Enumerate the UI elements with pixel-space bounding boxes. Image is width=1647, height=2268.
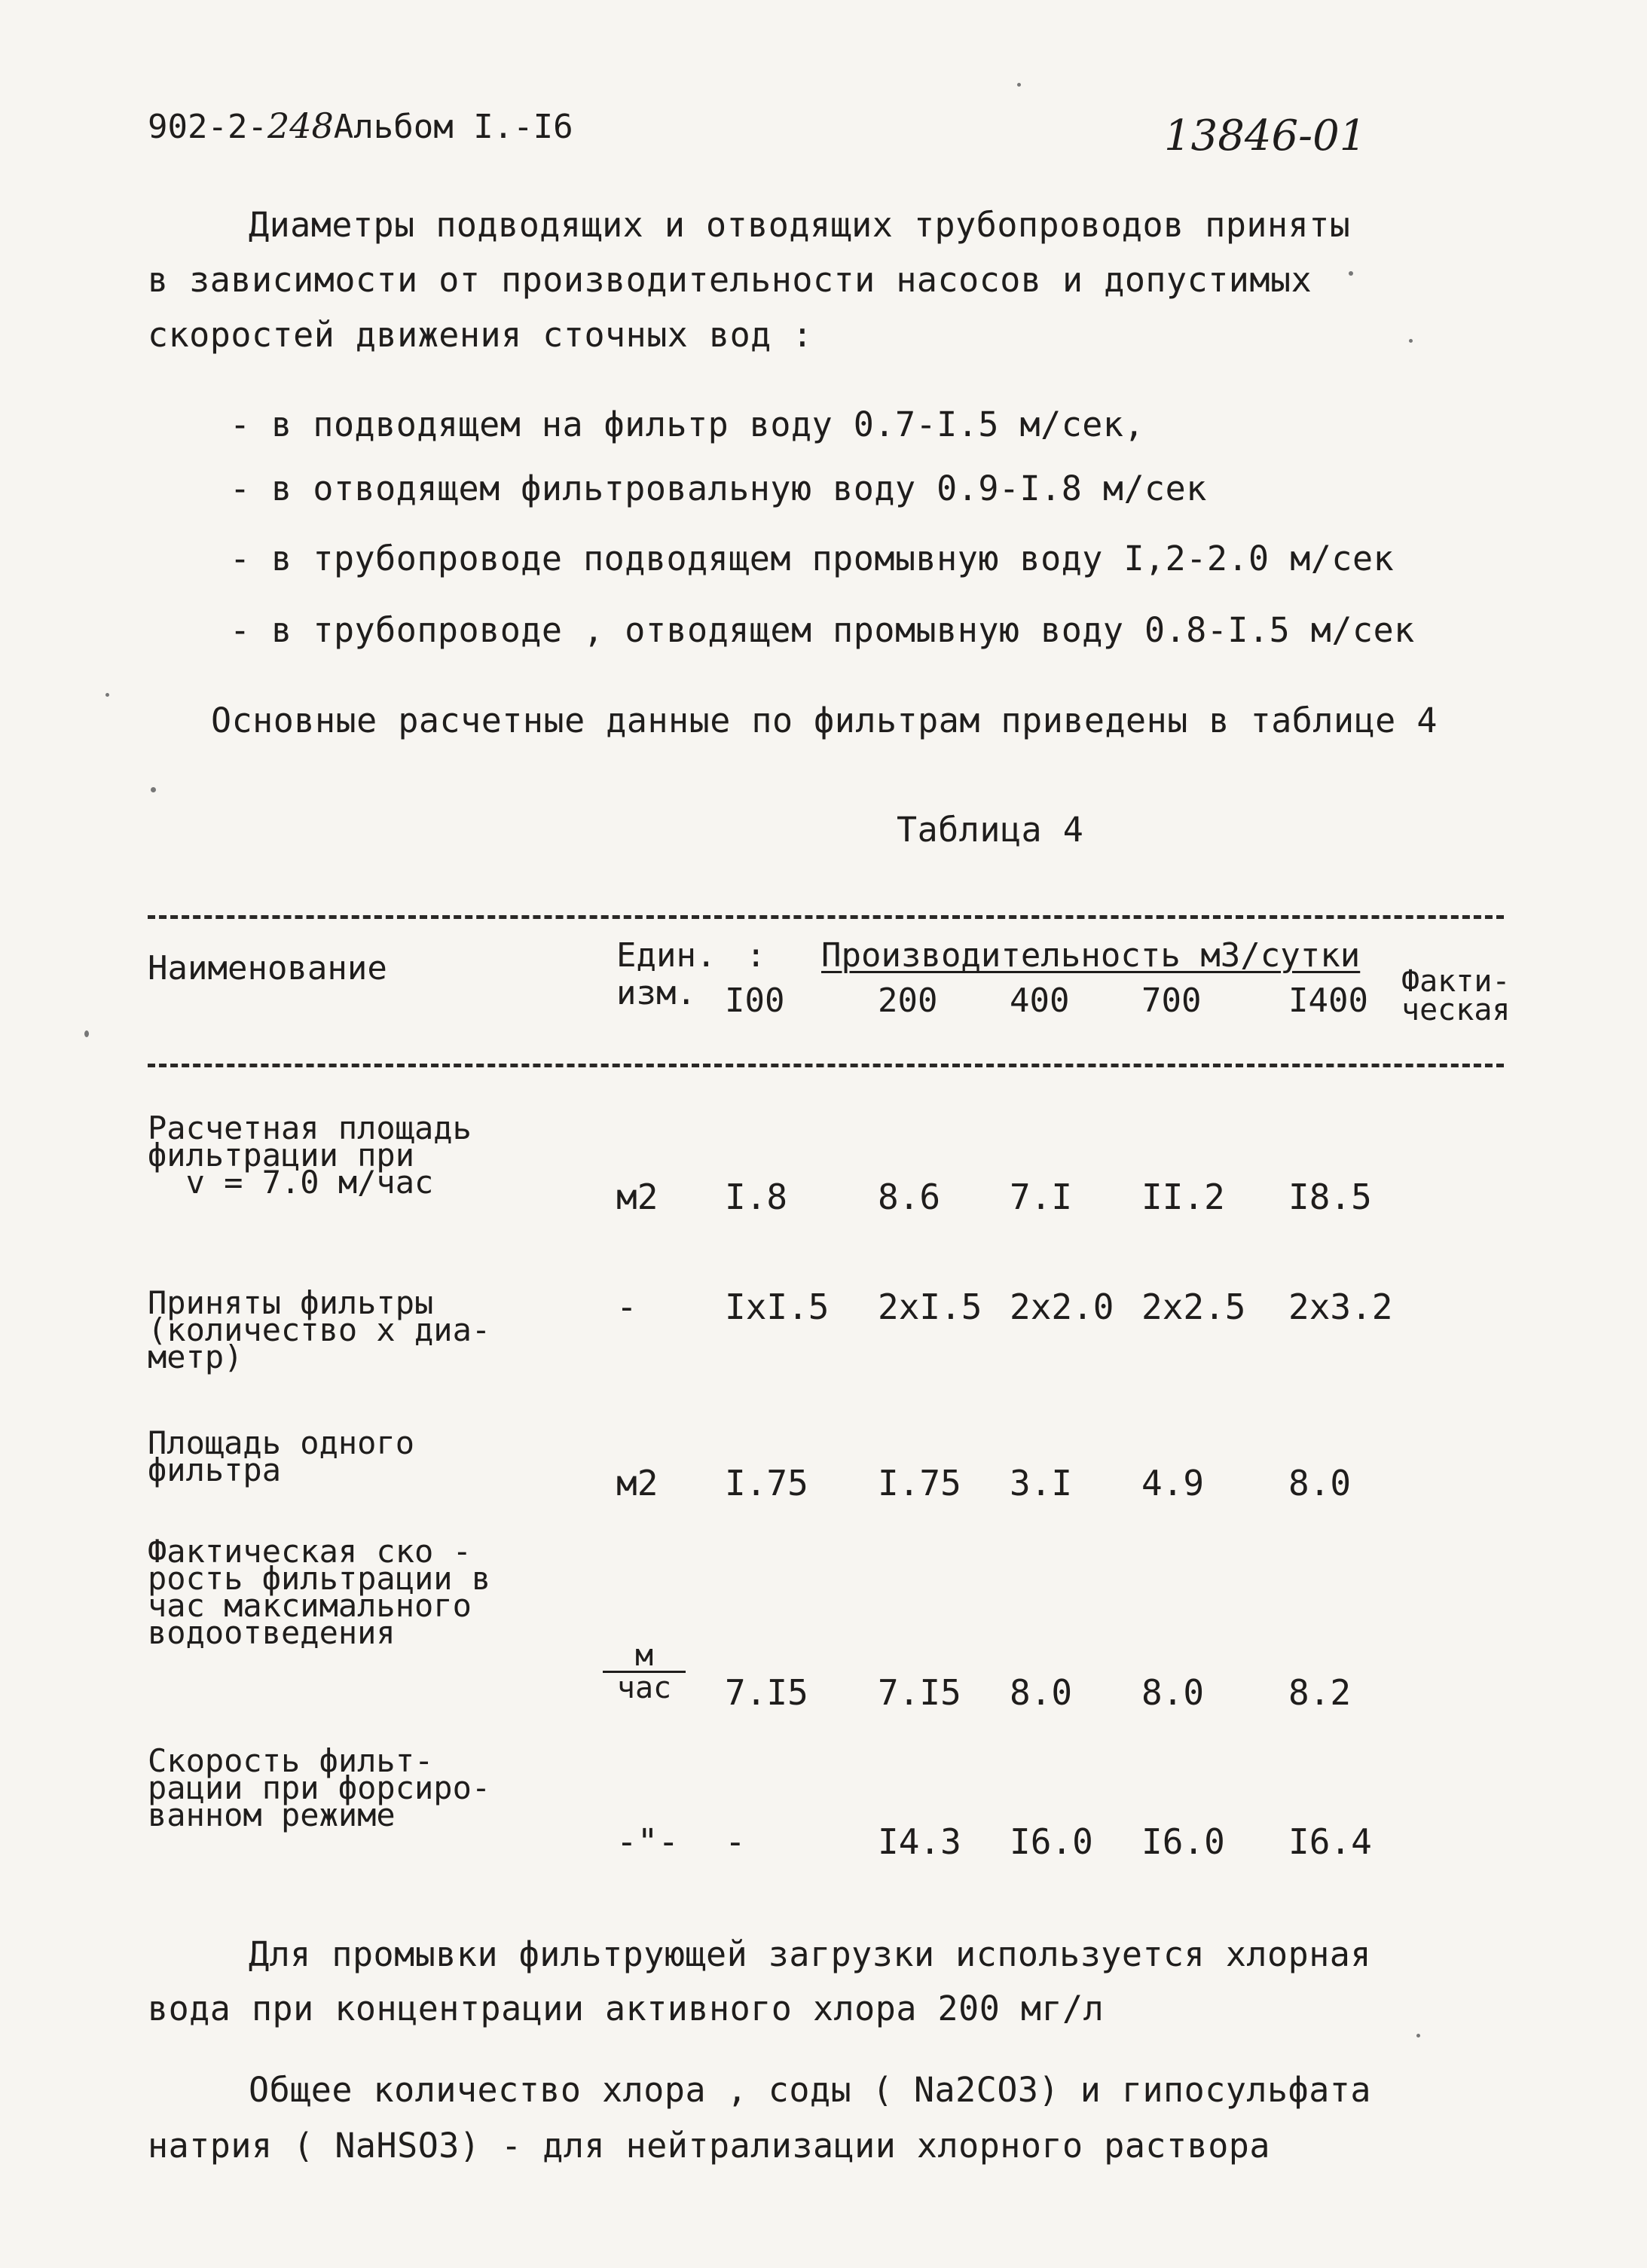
row-name: Фактическая ско - рость фильтрации в час максимального водоотведения <box>148 1533 491 1651</box>
row-value: I6.0 <box>1141 1821 1225 1862</box>
table-top-rule <box>148 915 1504 919</box>
row-value: - <box>725 1821 746 1862</box>
row-value: 7.I <box>1010 1177 1073 1217</box>
row-value: 4.9 <box>1141 1463 1205 1503</box>
row-unit: м2 <box>616 1177 658 1217</box>
row-unit-numerator: м <box>603 1641 686 1673</box>
column-header-separator: : <box>746 936 766 975</box>
row-unit-denominator: час <box>616 1671 672 1705</box>
velocity-item: - в трубопроводе , отводящем промывную воду 0.8-I.5 м/сек <box>230 610 1415 650</box>
column-header-unit-line2: изм. <box>616 974 696 1012</box>
column-header-name: Наименование <box>148 949 387 987</box>
document-code-handwritten: 248 <box>267 105 334 146</box>
row-value: II.2 <box>1141 1177 1225 1217</box>
intro-line-3: скоростей движения сточных вод : <box>148 315 813 355</box>
row-name: Скорость фильт- рации при форсиро- ванном режиме <box>148 1742 491 1833</box>
scan-speck <box>1416 2034 1420 2038</box>
row-name: Площадь одного фильтра <box>148 1424 415 1488</box>
row-value: 2x2.0 <box>1010 1287 1114 1327</box>
outro-p1-line-2: вода при концентрации активного хлора 200 мг/л <box>148 1989 1105 2028</box>
row-value: I6.4 <box>1288 1821 1372 1862</box>
row-value: I8.5 <box>1288 1177 1372 1217</box>
row-value: 2x3.2 <box>1288 1287 1393 1327</box>
row-value: 8.6 <box>878 1177 941 1217</box>
column-header-1400: I400 <box>1288 981 1368 1020</box>
row-value: 8.0 <box>1010 1672 1073 1713</box>
row-name: Расчетная площадь фильтрации при v = 7.0 м/час <box>148 1110 472 1201</box>
scan-speck <box>84 1030 89 1037</box>
velocity-item: - в отводящем фильтровальную воду 0.9-I.8 м/сек <box>230 469 1207 508</box>
column-header-actual: Факти- ческая <box>1401 964 1511 1027</box>
row-value: 7.I5 <box>878 1672 961 1713</box>
scan-speck <box>1017 83 1021 87</box>
row-value: I.75 <box>725 1463 808 1503</box>
row-value: 3.I <box>1010 1463 1073 1503</box>
scan-speck <box>151 787 156 792</box>
row-name: Приняты фильтры (количество х диа- метр) <box>148 1284 491 1375</box>
row-value: 8.2 <box>1288 1672 1352 1713</box>
row-value: 2xI.5 <box>878 1287 982 1327</box>
column-header-400: 400 <box>1010 981 1070 1020</box>
scan-speck <box>1349 271 1353 276</box>
table-intro: Основные расчетные данные по фильтрам приведены в таблице 4 <box>211 701 1438 740</box>
album-label: Альбом I.-I6 <box>333 108 573 146</box>
row-unit: - <box>616 1287 637 1327</box>
row-value: I6.0 <box>1010 1821 1093 1862</box>
document-code <box>148 105 573 146</box>
document-code-prefix: 902-2- <box>148 108 267 146</box>
column-header-100: I00 <box>725 981 785 1020</box>
row-value: I.8 <box>725 1177 788 1217</box>
row-value: 8.0 <box>1141 1672 1205 1713</box>
row-value: 8.0 <box>1288 1463 1352 1503</box>
outro-p1-line-1: Для промывки фильтрующей загрузки используется хлорная <box>249 1934 1371 1974</box>
column-group-header: Производительность м3/сутки <box>821 936 1361 975</box>
row-value: 7.I5 <box>725 1672 808 1713</box>
column-header-200: 200 <box>878 981 938 1020</box>
row-value: 2x2.5 <box>1141 1287 1246 1327</box>
row-value: I.75 <box>878 1463 961 1503</box>
row-value: I4.3 <box>878 1821 961 1862</box>
outro-p2-line-2: натрия ( NaHSO3) - для нейтрализации хлорного раствора <box>148 2126 1270 2166</box>
outro-p2-line-1: Общее количество хлора , соды ( Na2CO3) и гипосульфата <box>249 2070 1371 2110</box>
scan-speck <box>105 693 109 697</box>
table-caption: Таблица 4 <box>897 810 1084 850</box>
row-unit: м2 <box>616 1463 658 1503</box>
velocity-item: - в подводящем на фильтр воду 0.7-I.5 м/сек, <box>230 404 1145 444</box>
intro-line-2: в зависимости от производительности насосов и допустимых <box>148 260 1312 300</box>
scan-speck <box>1409 339 1413 343</box>
velocity-item: - в трубопроводе подводящем промывную воду I,2-2.0 м/сек <box>230 539 1395 578</box>
row-unit-fraction <box>603 1638 686 1705</box>
row-value: IxI.5 <box>725 1287 830 1327</box>
document-number: 13846-01 <box>1164 111 1367 160</box>
column-header-700: 700 <box>1141 981 1202 1020</box>
intro-line-1: Диаметры подводящих и отводящих трубопроводов приняты <box>249 205 1351 245</box>
table-header-rule <box>148 1064 1504 1067</box>
column-header-unit-line1: Един. <box>616 936 717 975</box>
row-unit: -"- <box>616 1821 680 1862</box>
